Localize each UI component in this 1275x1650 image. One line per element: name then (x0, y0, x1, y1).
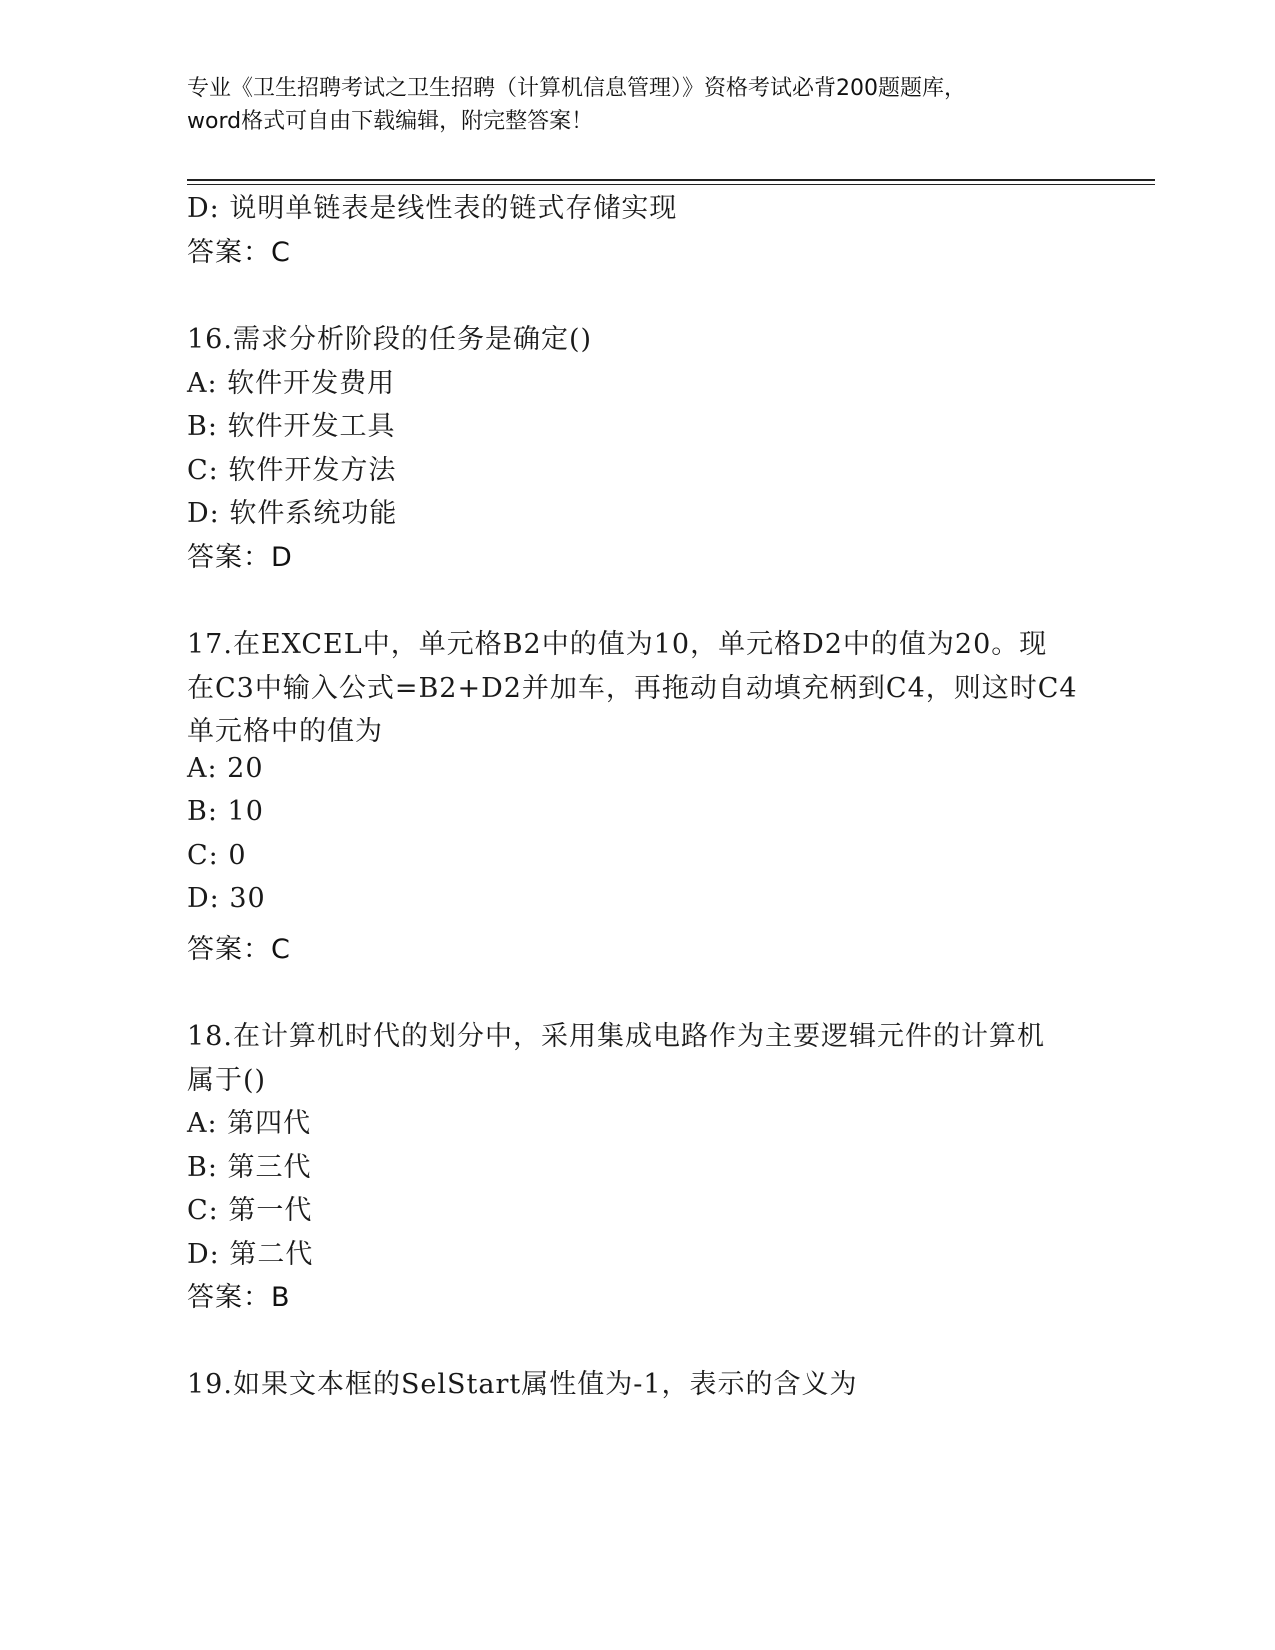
q18-option-c: C: 第一代 (187, 1195, 313, 1226)
q18-option-a: A: 第四代 (187, 1108, 312, 1139)
q16-option-d: D: 软件系统功能 (187, 498, 398, 529)
question-18-line-1: 18.在计算机时代的划分中，采用集成电路作为主要逻辑元件的计算机 (187, 1021, 1045, 1052)
page-header (187, 72, 1087, 138)
q17-option-c: C: 0 (187, 840, 247, 871)
q18-option-d: D: 第二代 (187, 1239, 314, 1270)
header-line-1: 专业《卫生招聘考试之卫生招聘（计算机信息管理）》资格考试必背200题题库， (187, 76, 966, 101)
q16-option-b: B: 软件开发工具 (187, 411, 396, 442)
q17-option-a: A: 20 (187, 753, 264, 784)
question-17-line-1: 17.在EXCEL中，单元格B2中的值为10，单元格D2中的值为20。现 (187, 629, 1048, 660)
question-17-line-3: 单元格中的值为 (187, 716, 383, 747)
question-19: 19.如果文本框的SelStart属性值为-1，表示的含义为 (187, 1369, 858, 1400)
question-16: 16.需求分析阶段的任务是确定() (187, 324, 593, 355)
q17-answer: 答案：C (187, 934, 291, 965)
q16-option-a: A: 软件开发费用 (187, 368, 396, 399)
q16-option-c: C: 软件开发方法 (187, 455, 397, 486)
option-d-prev: D: 说明单链表是线性表的链式存储实现 (187, 193, 678, 224)
answer-prev: 答案：C (187, 237, 291, 268)
q18-answer: 答案：B (187, 1282, 291, 1313)
q16-answer: 答案：D (187, 542, 293, 573)
question-17-line-2: 在C3中输入公式=B2+D2并加车，再拖动自动填充柄到C4，则这时C4 (187, 673, 1078, 704)
header-divider-thin (187, 184, 1155, 185)
question-18-line-2: 属于() (187, 1065, 267, 1096)
header-divider (187, 179, 1155, 181)
q17-option-d: D: 30 (187, 883, 266, 914)
q18-option-b: B: 第三代 (187, 1152, 312, 1183)
header-line-2: word格式可自由下载编辑，附完整答案！ (187, 109, 594, 134)
q17-option-b: B: 10 (187, 796, 264, 827)
